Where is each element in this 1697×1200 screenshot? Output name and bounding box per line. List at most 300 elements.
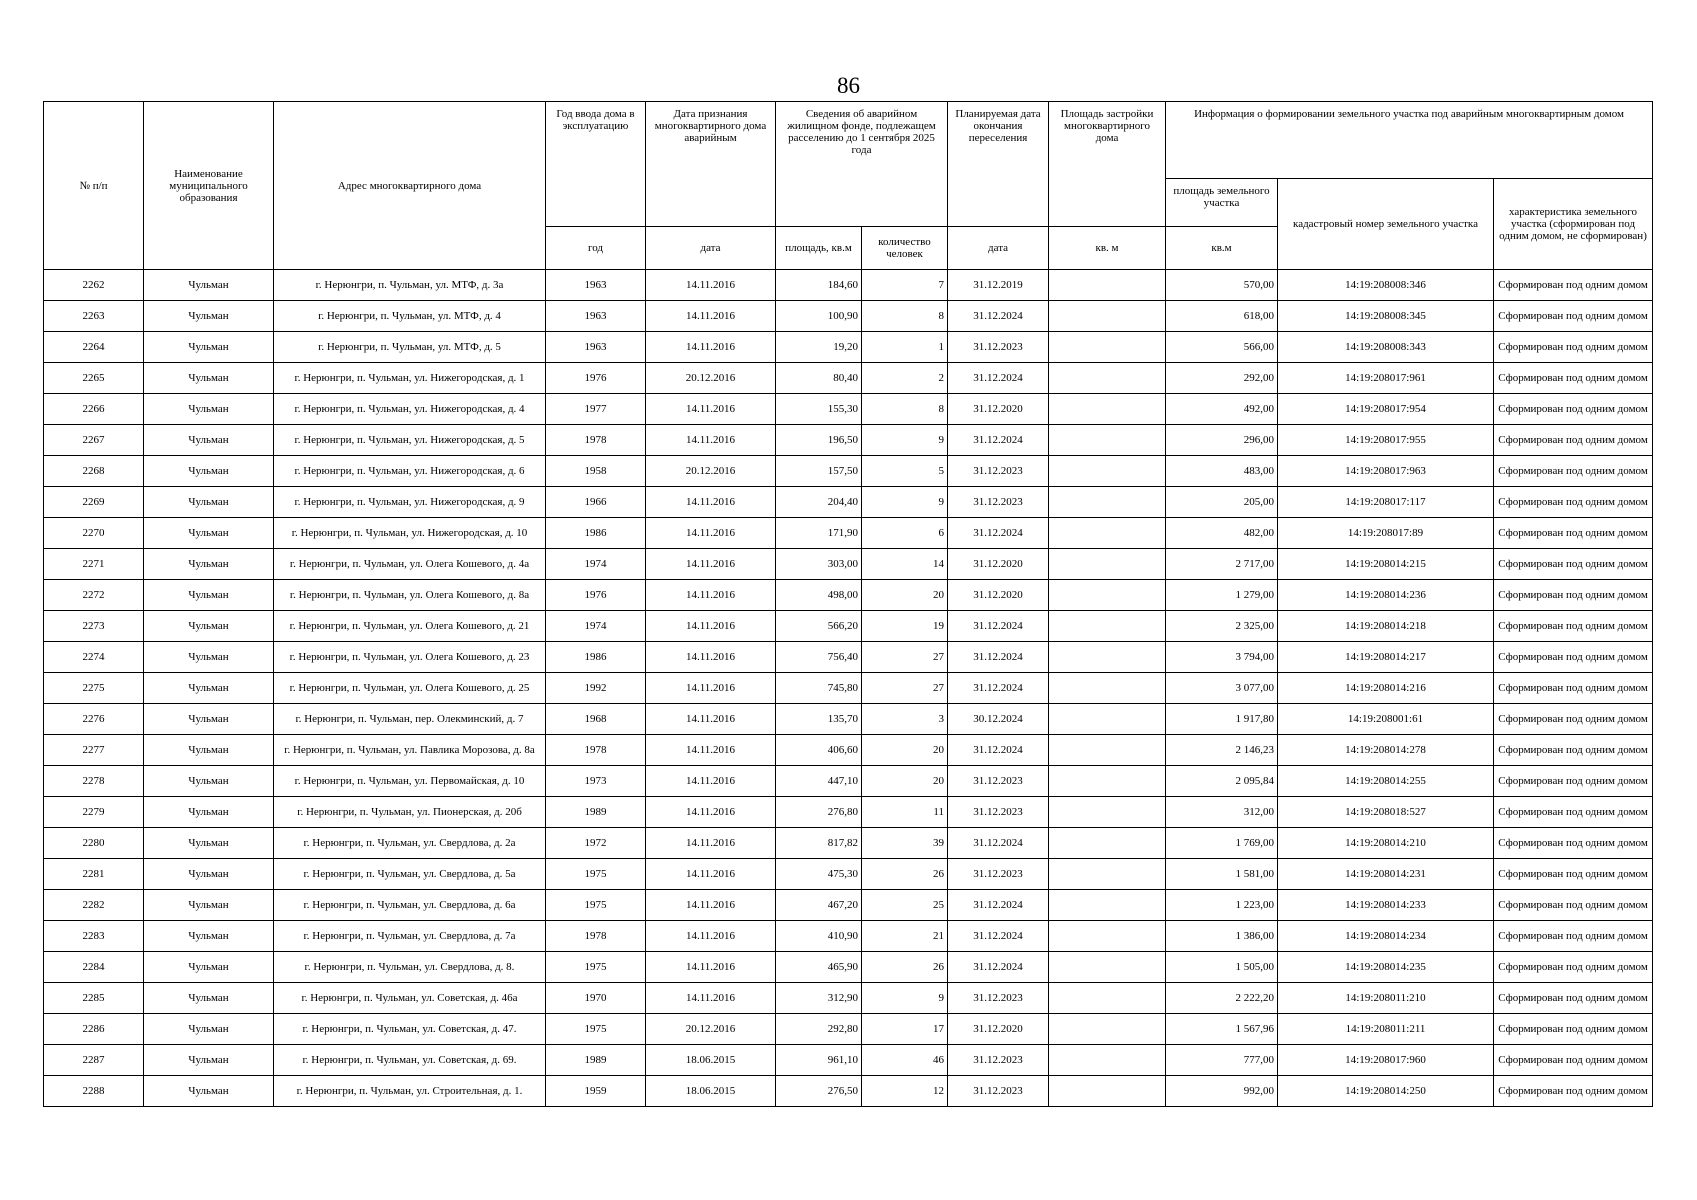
area-cell: 204,40 bbox=[776, 487, 862, 518]
year-built-cell: 1975 bbox=[546, 952, 646, 983]
date-recognized-cell: 14.11.2016 bbox=[646, 642, 776, 673]
date-recognized-cell: 14.11.2016 bbox=[646, 797, 776, 828]
table-row bbox=[44, 704, 1653, 735]
year-built-cell: 1986 bbox=[546, 642, 646, 673]
cadastral-number-cell: 14:19:208001:61 bbox=[1278, 704, 1494, 735]
people-count-cell: 1 bbox=[862, 332, 948, 363]
municipality-cell: Чульман bbox=[144, 735, 274, 766]
year-built-cell: 1978 bbox=[546, 425, 646, 456]
year-built-cell: 1968 bbox=[546, 704, 646, 735]
area-cell: 961,10 bbox=[776, 1045, 862, 1076]
planned-date-cell: 31.12.2020 bbox=[948, 1014, 1049, 1045]
people-count-cell: 21 bbox=[862, 921, 948, 952]
emergency-housing-table bbox=[43, 101, 1653, 1107]
planned-date-cell: 31.12.2023 bbox=[948, 859, 1049, 890]
municipality-cell: Чульман bbox=[144, 890, 274, 921]
year-built-cell: 1978 bbox=[546, 921, 646, 952]
built-area-cell bbox=[1049, 859, 1166, 890]
row-number: 2275 bbox=[44, 673, 144, 704]
date-recognized-cell: 14.11.2016 bbox=[646, 425, 776, 456]
municipality-cell: Чульман bbox=[144, 549, 274, 580]
land-characteristic-cell: Сформирован под одним домом bbox=[1494, 952, 1653, 983]
row-number: 2280 bbox=[44, 828, 144, 859]
header-unit-people: количество человек bbox=[862, 227, 948, 270]
land-area-cell: 292,00 bbox=[1166, 363, 1278, 394]
municipality-cell: Чульман bbox=[144, 797, 274, 828]
header-unit-date: дата bbox=[646, 227, 776, 270]
land-area-cell: 1 769,00 bbox=[1166, 828, 1278, 859]
date-recognized-cell: 14.11.2016 bbox=[646, 332, 776, 363]
area-cell: 566,20 bbox=[776, 611, 862, 642]
planned-date-cell: 31.12.2023 bbox=[948, 487, 1049, 518]
date-recognized-cell: 20.12.2016 bbox=[646, 363, 776, 394]
header-housing-info: Сведения об аварийном жилищном фонде, подлежащем расселению до 1 сентября 2025 года bbox=[776, 102, 948, 227]
year-built-cell: 1975 bbox=[546, 1014, 646, 1045]
cadastral-number-cell: 14:19:208008:345 bbox=[1278, 301, 1494, 332]
table-row bbox=[44, 890, 1653, 921]
year-built-cell: 1966 bbox=[546, 487, 646, 518]
cadastral-number-cell: 14:19:208008:346 bbox=[1278, 270, 1494, 301]
address-cell: г. Нерюнгри, п. Чульман, ул. МТФ, д. 4 bbox=[274, 301, 546, 332]
table-row bbox=[44, 983, 1653, 1014]
planned-date-cell: 31.12.2024 bbox=[948, 363, 1049, 394]
land-characteristic-cell: Сформирован под одним домом bbox=[1494, 487, 1653, 518]
area-cell: 184,60 bbox=[776, 270, 862, 301]
built-area-cell bbox=[1049, 921, 1166, 952]
address-cell: г. Нерюнгри, п. Чульман, ул. Строительная, д. 1. bbox=[274, 1076, 546, 1107]
land-area-cell: 1 567,96 bbox=[1166, 1014, 1278, 1045]
municipality-cell: Чульман bbox=[144, 487, 274, 518]
land-area-cell: 1 223,00 bbox=[1166, 890, 1278, 921]
planned-date-cell: 31.12.2023 bbox=[948, 332, 1049, 363]
planned-date-cell: 31.12.2024 bbox=[948, 611, 1049, 642]
cadastral-number-cell: 14:19:208008:343 bbox=[1278, 332, 1494, 363]
row-number: 2272 bbox=[44, 580, 144, 611]
address-cell: г. Нерюнгри, п. Чульман, ул. МТФ, д. 5 bbox=[274, 332, 546, 363]
header-unit-planned-date: дата bbox=[948, 227, 1049, 270]
page-number: 86 bbox=[837, 73, 860, 98]
address-cell: г. Нерюнгри, п. Чульман, ул. Свердлова, д. 5а bbox=[274, 859, 546, 890]
header-cadastral: кадастровый номер земельного участка bbox=[1278, 179, 1494, 270]
address-cell: г. Нерюнгри, п. Чульман, ул. Советская, д. 46а bbox=[274, 983, 546, 1014]
built-area-cell bbox=[1049, 642, 1166, 673]
land-characteristic-cell: Сформирован под одним домом bbox=[1494, 890, 1653, 921]
land-area-cell: 312,00 bbox=[1166, 797, 1278, 828]
table-row bbox=[44, 270, 1653, 301]
year-built-cell: 1972 bbox=[546, 828, 646, 859]
land-area-cell: 570,00 bbox=[1166, 270, 1278, 301]
header-characteristic: характеристика земельного участка (сформирован под одним домом, не сформирован) bbox=[1494, 179, 1653, 270]
row-number: 2282 bbox=[44, 890, 144, 921]
date-recognized-cell: 14.11.2016 bbox=[646, 580, 776, 611]
date-recognized-cell: 14.11.2016 bbox=[646, 394, 776, 425]
address-cell: г. Нерюнгри, п. Чульман, ул. Свердлова, д. 8. bbox=[274, 952, 546, 983]
row-number: 2277 bbox=[44, 735, 144, 766]
municipality-cell: Чульман bbox=[144, 859, 274, 890]
table-row bbox=[44, 518, 1653, 549]
area-cell: 100,90 bbox=[776, 301, 862, 332]
municipality-cell: Чульман bbox=[144, 270, 274, 301]
planned-date-cell: 30.12.2024 bbox=[948, 704, 1049, 735]
row-number: 2288 bbox=[44, 1076, 144, 1107]
area-cell: 498,00 bbox=[776, 580, 862, 611]
area-cell: 155,30 bbox=[776, 394, 862, 425]
year-built-cell: 1970 bbox=[546, 983, 646, 1014]
built-area-cell bbox=[1049, 425, 1166, 456]
header-num: № п/п bbox=[44, 102, 144, 270]
row-number: 2263 bbox=[44, 301, 144, 332]
land-area-cell: 205,00 bbox=[1166, 487, 1278, 518]
planned-date-cell: 31.12.2024 bbox=[948, 642, 1049, 673]
year-built-cell: 1989 bbox=[546, 797, 646, 828]
people-count-cell: 3 bbox=[862, 704, 948, 735]
cadastral-number-cell: 14:19:208014:233 bbox=[1278, 890, 1494, 921]
date-recognized-cell: 14.11.2016 bbox=[646, 859, 776, 890]
header-address: Адрес многоквартирного дома bbox=[274, 102, 546, 270]
built-area-cell bbox=[1049, 952, 1166, 983]
address-cell: г. Нерюнгри, п. Чульман, пер. Олекминский, д. 7 bbox=[274, 704, 546, 735]
row-number: 2273 bbox=[44, 611, 144, 642]
year-built-cell: 1974 bbox=[546, 611, 646, 642]
year-built-cell: 1975 bbox=[546, 859, 646, 890]
built-area-cell bbox=[1049, 1014, 1166, 1045]
table-row bbox=[44, 456, 1653, 487]
address-cell: г. Нерюнгри, п. Чульман, ул. Советская, д. 47. bbox=[274, 1014, 546, 1045]
address-cell: г. Нерюнгри, п. Чульман, ул. МТФ, д. 3а bbox=[274, 270, 546, 301]
header-unit-year: год bbox=[546, 227, 646, 270]
date-recognized-cell: 14.11.2016 bbox=[646, 952, 776, 983]
planned-date-cell: 31.12.2024 bbox=[948, 952, 1049, 983]
built-area-cell bbox=[1049, 363, 1166, 394]
area-cell: 447,10 bbox=[776, 766, 862, 797]
area-cell: 292,80 bbox=[776, 1014, 862, 1045]
land-characteristic-cell: Сформирован под одним домом bbox=[1494, 828, 1653, 859]
address-cell: г. Нерюнгри, п. Чульман, ул. Нижегородская, д. 4 bbox=[274, 394, 546, 425]
land-characteristic-cell: Сформирован под одним домом bbox=[1494, 1045, 1653, 1076]
row-number: 2268 bbox=[44, 456, 144, 487]
row-number: 2279 bbox=[44, 797, 144, 828]
row-number: 2274 bbox=[44, 642, 144, 673]
cadastral-number-cell: 14:19:208014:235 bbox=[1278, 952, 1494, 983]
people-count-cell: 39 bbox=[862, 828, 948, 859]
people-count-cell: 17 bbox=[862, 1014, 948, 1045]
land-area-cell: 492,00 bbox=[1166, 394, 1278, 425]
land-characteristic-cell: Сформирован под одним домом bbox=[1494, 642, 1653, 673]
area-cell: 745,80 bbox=[776, 673, 862, 704]
header-year-built: Год ввода дома в эксплуатацию bbox=[546, 102, 646, 227]
table-row bbox=[44, 487, 1653, 518]
land-characteristic-cell: Сформирован под одним домом bbox=[1494, 394, 1653, 425]
table-row bbox=[44, 642, 1653, 673]
land-characteristic-cell: Сформирован под одним домом bbox=[1494, 1076, 1653, 1107]
date-recognized-cell: 14.11.2016 bbox=[646, 270, 776, 301]
row-number: 2287 bbox=[44, 1045, 144, 1076]
planned-date-cell: 31.12.2024 bbox=[948, 921, 1049, 952]
date-recognized-cell: 20.12.2016 bbox=[646, 1014, 776, 1045]
planned-date-cell: 31.12.2023 bbox=[948, 797, 1049, 828]
header-date-recognized: Дата признания многоквартирного дома аварийным bbox=[646, 102, 776, 227]
people-count-cell: 12 bbox=[862, 1076, 948, 1107]
area-cell: 303,00 bbox=[776, 549, 862, 580]
date-recognized-cell: 14.11.2016 bbox=[646, 611, 776, 642]
land-characteristic-cell: Сформирован под одним домом bbox=[1494, 983, 1653, 1014]
date-recognized-cell: 14.11.2016 bbox=[646, 301, 776, 332]
address-cell: г. Нерюнгри, п. Чульман, ул. Олега Кошевого, д. 8а bbox=[274, 580, 546, 611]
table-row bbox=[44, 549, 1653, 580]
municipality-cell: Чульман bbox=[144, 1076, 274, 1107]
built-area-cell bbox=[1049, 518, 1166, 549]
land-area-cell: 1 581,00 bbox=[1166, 859, 1278, 890]
table-row bbox=[44, 394, 1653, 425]
land-area-cell: 2 095,84 bbox=[1166, 766, 1278, 797]
people-count-cell: 20 bbox=[862, 735, 948, 766]
built-area-cell bbox=[1049, 797, 1166, 828]
table-row bbox=[44, 611, 1653, 642]
address-cell: г. Нерюнгри, п. Чульман, ул. Нижегородская, д. 5 bbox=[274, 425, 546, 456]
land-characteristic-cell: Сформирован под одним домом bbox=[1494, 580, 1653, 611]
land-area-cell: 1 505,00 bbox=[1166, 952, 1278, 983]
year-built-cell: 1989 bbox=[546, 1045, 646, 1076]
cadastral-number-cell: 14:19:208014:255 bbox=[1278, 766, 1494, 797]
municipality-cell: Чульман bbox=[144, 1014, 274, 1045]
municipality-cell: Чульман bbox=[144, 518, 274, 549]
table-row bbox=[44, 1076, 1653, 1107]
people-count-cell: 26 bbox=[862, 859, 948, 890]
table-row bbox=[44, 673, 1653, 704]
table-row bbox=[44, 1014, 1653, 1045]
cadastral-number-cell: 14:19:208017:954 bbox=[1278, 394, 1494, 425]
cadastral-number-cell: 14:19:208017:117 bbox=[1278, 487, 1494, 518]
area-cell: 756,40 bbox=[776, 642, 862, 673]
land-characteristic-cell: Сформирован под одним домом bbox=[1494, 425, 1653, 456]
year-built-cell: 1959 bbox=[546, 1076, 646, 1107]
land-characteristic-cell: Сформирован под одним домом bbox=[1494, 1014, 1653, 1045]
row-number: 2267 bbox=[44, 425, 144, 456]
cadastral-number-cell: 14:19:208014:217 bbox=[1278, 642, 1494, 673]
area-cell: 312,90 bbox=[776, 983, 862, 1014]
cadastral-number-cell: 14:19:208017:955 bbox=[1278, 425, 1494, 456]
area-cell: 467,20 bbox=[776, 890, 862, 921]
built-area-cell bbox=[1049, 301, 1166, 332]
municipality-cell: Чульман bbox=[144, 1045, 274, 1076]
address-cell: г. Нерюнгри, п. Чульман, ул. Нижегородская, д. 1 bbox=[274, 363, 546, 394]
land-area-cell: 3 794,00 bbox=[1166, 642, 1278, 673]
address-cell: г. Нерюнгри, п. Чульман, ул. Пионерская, д. 20б bbox=[274, 797, 546, 828]
land-area-cell: 566,00 bbox=[1166, 332, 1278, 363]
built-area-cell bbox=[1049, 828, 1166, 859]
planned-date-cell: 31.12.2020 bbox=[948, 394, 1049, 425]
municipality-cell: Чульман bbox=[144, 828, 274, 859]
table-header bbox=[44, 102, 1653, 270]
land-characteristic-cell: Сформирован под одним домом bbox=[1494, 363, 1653, 394]
address-cell: г. Нерюнгри, п. Чульман, ул. Свердлова, д. 6а bbox=[274, 890, 546, 921]
cadastral-number-cell: 14:19:208014:278 bbox=[1278, 735, 1494, 766]
land-characteristic-cell: Сформирован под одним домом bbox=[1494, 921, 1653, 952]
land-area-cell: 482,00 bbox=[1166, 518, 1278, 549]
people-count-cell: 9 bbox=[862, 425, 948, 456]
people-count-cell: 9 bbox=[862, 487, 948, 518]
table-row bbox=[44, 363, 1653, 394]
table-row bbox=[44, 797, 1653, 828]
municipality-cell: Чульман bbox=[144, 921, 274, 952]
municipality-cell: Чульман bbox=[144, 673, 274, 704]
date-recognized-cell: 14.11.2016 bbox=[646, 921, 776, 952]
year-built-cell: 1973 bbox=[546, 766, 646, 797]
people-count-cell: 46 bbox=[862, 1045, 948, 1076]
header-unit-land-area: кв.м bbox=[1166, 227, 1278, 270]
municipality-cell: Чульман bbox=[144, 394, 274, 425]
row-number: 2285 bbox=[44, 983, 144, 1014]
year-built-cell: 1986 bbox=[546, 518, 646, 549]
table-body bbox=[44, 270, 1653, 1107]
row-number: 2281 bbox=[44, 859, 144, 890]
row-number: 2264 bbox=[44, 332, 144, 363]
built-area-cell bbox=[1049, 611, 1166, 642]
built-area-cell bbox=[1049, 1076, 1166, 1107]
land-characteristic-cell: Сформирован под одним домом bbox=[1494, 766, 1653, 797]
address-cell: г. Нерюнгри, п. Чульман, ул. Павлика Морозова, д. 8а bbox=[274, 735, 546, 766]
cadastral-number-cell: 14:19:208014:215 bbox=[1278, 549, 1494, 580]
address-cell: г. Нерюнгри, п. Чульман, ул. Свердлова, д. 2а bbox=[274, 828, 546, 859]
municipality-cell: Чульман bbox=[144, 704, 274, 735]
municipality-cell: Чульман bbox=[144, 301, 274, 332]
land-characteristic-cell: Сформирован под одним домом bbox=[1494, 549, 1653, 580]
built-area-cell bbox=[1049, 487, 1166, 518]
planned-date-cell: 31.12.2024 bbox=[948, 301, 1049, 332]
people-count-cell: 7 bbox=[862, 270, 948, 301]
people-count-cell: 25 bbox=[862, 890, 948, 921]
row-number: 2284 bbox=[44, 952, 144, 983]
land-area-cell: 1 279,00 bbox=[1166, 580, 1278, 611]
area-cell: 157,50 bbox=[776, 456, 862, 487]
cadastral-number-cell: 14:19:208014:250 bbox=[1278, 1076, 1494, 1107]
cadastral-number-cell: 14:19:208011:210 bbox=[1278, 983, 1494, 1014]
municipality-cell: Чульман bbox=[144, 363, 274, 394]
year-built-cell: 1975 bbox=[546, 890, 646, 921]
land-area-cell: 2 717,00 bbox=[1166, 549, 1278, 580]
cadastral-number-cell: 14:19:208017:89 bbox=[1278, 518, 1494, 549]
planned-date-cell: 31.12.2024 bbox=[948, 890, 1049, 921]
row-number: 2269 bbox=[44, 487, 144, 518]
year-built-cell: 1963 bbox=[546, 332, 646, 363]
land-area-cell: 618,00 bbox=[1166, 301, 1278, 332]
planned-date-cell: 31.12.2023 bbox=[948, 456, 1049, 487]
land-area-cell: 992,00 bbox=[1166, 1076, 1278, 1107]
municipality-cell: Чульман bbox=[144, 766, 274, 797]
row-number: 2265 bbox=[44, 363, 144, 394]
planned-date-cell: 31.12.2024 bbox=[948, 518, 1049, 549]
built-area-cell bbox=[1049, 456, 1166, 487]
land-characteristic-cell: Сформирован под одним домом bbox=[1494, 673, 1653, 704]
cadastral-number-cell: 14:19:208017:963 bbox=[1278, 456, 1494, 487]
people-count-cell: 11 bbox=[862, 797, 948, 828]
row-number: 2271 bbox=[44, 549, 144, 580]
date-recognized-cell: 14.11.2016 bbox=[646, 549, 776, 580]
year-built-cell: 1992 bbox=[546, 673, 646, 704]
table-row bbox=[44, 859, 1653, 890]
year-built-cell: 1976 bbox=[546, 580, 646, 611]
municipality-cell: Чульман bbox=[144, 425, 274, 456]
built-area-cell bbox=[1049, 394, 1166, 425]
table-row bbox=[44, 952, 1653, 983]
date-recognized-cell: 14.11.2016 bbox=[646, 890, 776, 921]
row-number: 2276 bbox=[44, 704, 144, 735]
year-built-cell: 1978 bbox=[546, 735, 646, 766]
cadastral-number-cell: 14:19:208011:211 bbox=[1278, 1014, 1494, 1045]
land-characteristic-cell: Сформирован под одним домом bbox=[1494, 797, 1653, 828]
row-number: 2286 bbox=[44, 1014, 144, 1045]
table-row bbox=[44, 425, 1653, 456]
municipality-cell: Чульман bbox=[144, 580, 274, 611]
built-area-cell bbox=[1049, 1045, 1166, 1076]
cadastral-number-cell: 14:19:208014:218 bbox=[1278, 611, 1494, 642]
built-area-cell bbox=[1049, 766, 1166, 797]
table-row bbox=[44, 921, 1653, 952]
built-area-cell bbox=[1049, 580, 1166, 611]
address-cell: г. Нерюнгри, п. Чульман, ул. Нижегородская, д. 6 bbox=[274, 456, 546, 487]
date-recognized-cell: 14.11.2016 bbox=[646, 828, 776, 859]
header-land-area: площадь земельного участка bbox=[1166, 179, 1278, 227]
date-recognized-cell: 14.11.2016 bbox=[646, 673, 776, 704]
land-area-cell: 2 146,23 bbox=[1166, 735, 1278, 766]
area-cell: 817,82 bbox=[776, 828, 862, 859]
land-characteristic-cell: Сформирован под одним домом bbox=[1494, 611, 1653, 642]
header-municipality: Наименование муниципального образования bbox=[144, 102, 274, 270]
area-cell: 19,20 bbox=[776, 332, 862, 363]
planned-date-cell: 31.12.2023 bbox=[948, 983, 1049, 1014]
planned-date-cell: 31.12.2024 bbox=[948, 673, 1049, 704]
table-row bbox=[44, 301, 1653, 332]
date-recognized-cell: 14.11.2016 bbox=[646, 487, 776, 518]
area-cell: 465,90 bbox=[776, 952, 862, 983]
land-characteristic-cell: Сформирован под одним домом bbox=[1494, 859, 1653, 890]
date-recognized-cell: 18.06.2015 bbox=[646, 1045, 776, 1076]
land-area-cell: 777,00 bbox=[1166, 1045, 1278, 1076]
area-cell: 80,40 bbox=[776, 363, 862, 394]
built-area-cell bbox=[1049, 983, 1166, 1014]
municipality-cell: Чульман bbox=[144, 642, 274, 673]
date-recognized-cell: 14.11.2016 bbox=[646, 735, 776, 766]
header-built-area: Площадь застройки многоквартирного дома bbox=[1049, 102, 1166, 227]
area-cell: 410,90 bbox=[776, 921, 862, 952]
land-characteristic-cell: Сформирован под одним домом bbox=[1494, 735, 1653, 766]
address-cell: г. Нерюнгри, п. Чульман, ул. Олега Кошевого, д. 4а bbox=[274, 549, 546, 580]
municipality-cell: Чульман bbox=[144, 611, 274, 642]
row-number: 2266 bbox=[44, 394, 144, 425]
people-count-cell: 9 bbox=[862, 983, 948, 1014]
built-area-cell bbox=[1049, 704, 1166, 735]
address-cell: г. Нерюнгри, п. Чульман, ул. Советская, д. 69. bbox=[274, 1045, 546, 1076]
area-cell: 196,50 bbox=[776, 425, 862, 456]
municipality-cell: Чульман bbox=[144, 332, 274, 363]
people-count-cell: 26 bbox=[862, 952, 948, 983]
people-count-cell: 20 bbox=[862, 766, 948, 797]
header-unit-built-area: кв. м bbox=[1049, 227, 1166, 270]
area-cell: 406,60 bbox=[776, 735, 862, 766]
people-count-cell: 6 bbox=[862, 518, 948, 549]
people-count-cell: 8 bbox=[862, 394, 948, 425]
planned-date-cell: 31.12.2020 bbox=[948, 549, 1049, 580]
land-characteristic-cell: Сформирован под одним домом bbox=[1494, 704, 1653, 735]
year-built-cell: 1958 bbox=[546, 456, 646, 487]
year-built-cell: 1977 bbox=[546, 394, 646, 425]
table-row bbox=[44, 766, 1653, 797]
planned-date-cell: 31.12.2023 bbox=[948, 1076, 1049, 1107]
land-area-cell: 2 325,00 bbox=[1166, 611, 1278, 642]
land-characteristic-cell: Сформирован под одним домом bbox=[1494, 270, 1653, 301]
year-built-cell: 1976 bbox=[546, 363, 646, 394]
date-recognized-cell: 14.11.2016 bbox=[646, 766, 776, 797]
